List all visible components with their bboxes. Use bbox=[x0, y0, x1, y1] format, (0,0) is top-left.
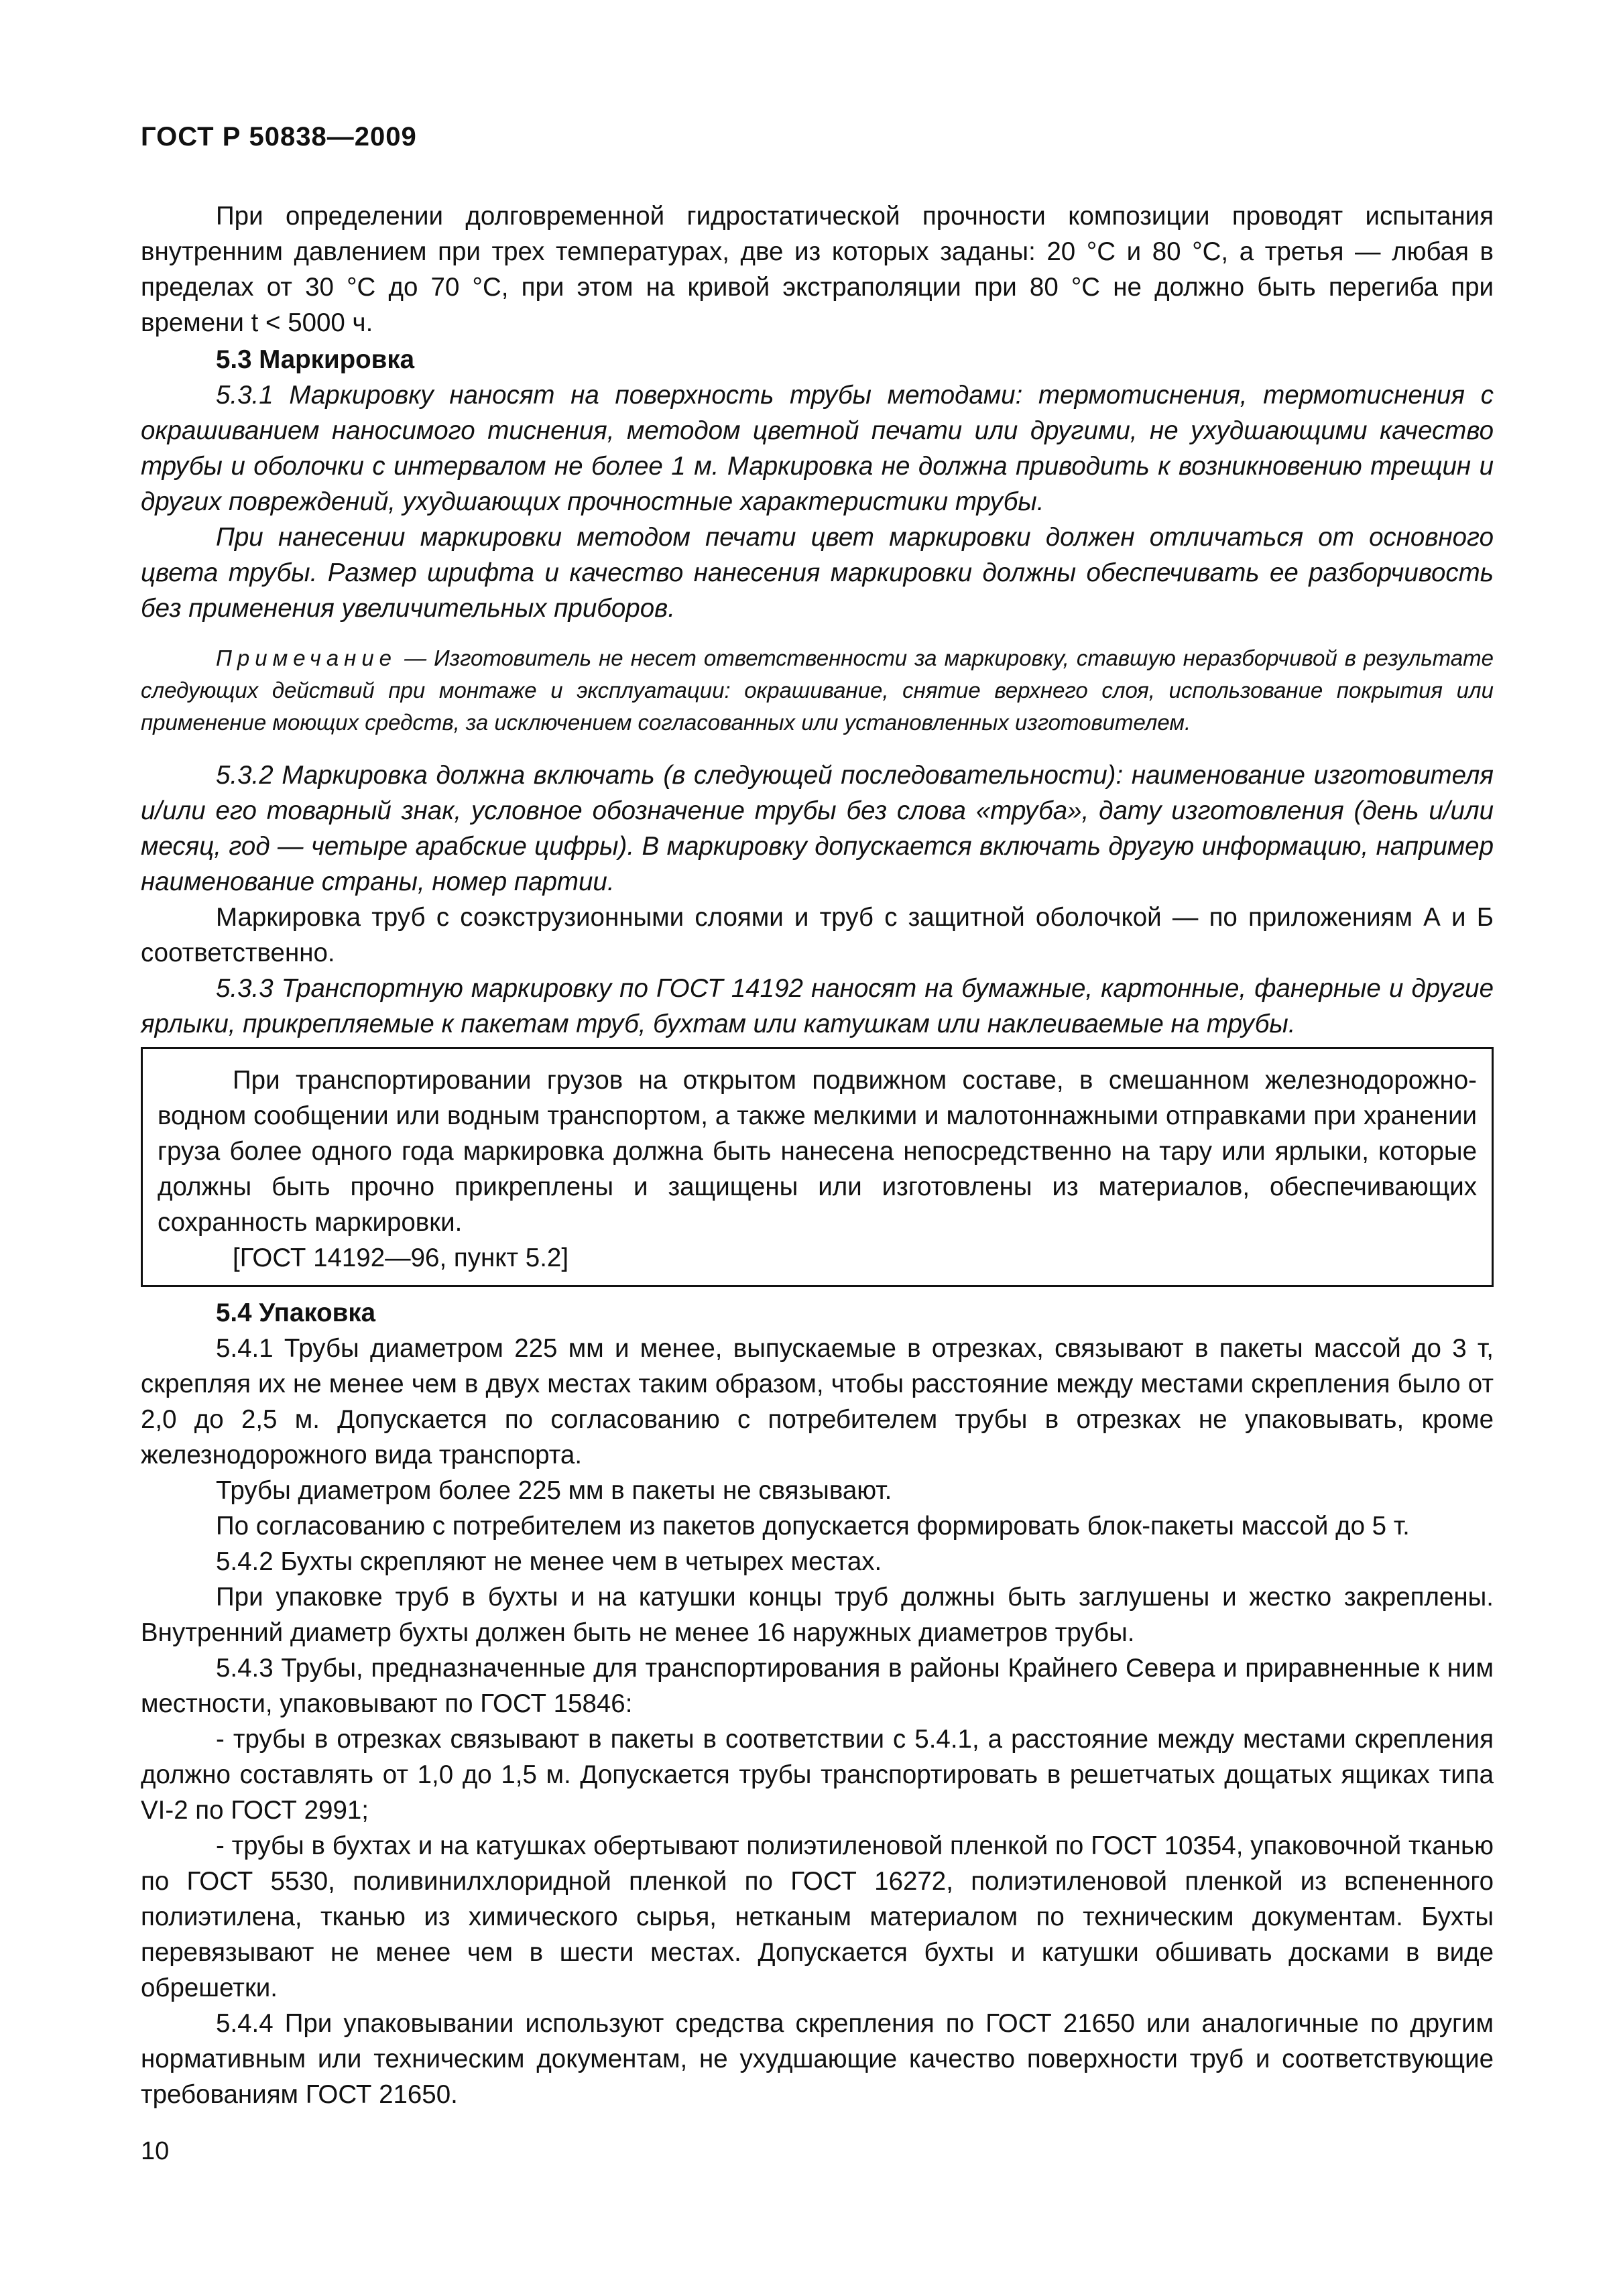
paragraph-5-4-2: 5.4.2 Бухты скрепляют не менее чем в четырех местах. bbox=[216, 1547, 882, 1576]
quoted-standard-text: При транспортировании грузов на открытом подвижном составе, в смешанном железнодорожно-водном сообщении или водным транспортом, а также мелкими и малотоннажными отправками при хранении груза более одного года маркировка должна быть нанесена непосредственно на тару или ярлыки, которые должны быть прочно прикреплены и защищены или изготовлены из материалов, обеспечивающих сохранность маркировки. bbox=[158, 1066, 1477, 1237]
note-label: Примечание bbox=[216, 646, 398, 670]
intro-paragraph: При определении долговременной гидростатической прочности композиции проводят испытания внутренним давлением при трех температурах, две из которых заданы: 20 °С и 80 °С, а третья — любая в пределах от 30 °С до 70 °С, при этом на кривой экстраполяции при 80 °С не должно быть перегиба при времени t < 5000 ч. bbox=[141, 202, 1494, 337]
paragraph-5-4-1-large: Трубы диаметром более 225 мм в пакеты не связывают. bbox=[216, 1476, 892, 1505]
paragraph-5-3-1: 5.3.1 Маркировку наносят на поверхность трубы методами: термотиснения, термотиснения с окрашиванием наносимого тиснения, методом цветной печати или другими, не ухудшающими качество трубы и оболочки с интервалом не более 1 м. Маркировка не должна приводить к возникновению трещин и других повреждений, ухудшающих прочностные характеристики трубы. bbox=[141, 381, 1494, 516]
note-text: — Изготовитель не несет ответственности за маркировку, ставшую неразборчивой в результате следующих действий при монтаже и эксплуатации: окрашивание, снятие верхнего слоя, использование покрытия или применение моющих средств, за исключением согласованных или установленных изготовителем. bbox=[141, 646, 1494, 735]
note-paragraph bbox=[141, 642, 1494, 739]
paragraph-5-3-2: 5.3.2 Маркировка должна включать (в следующей последовательности): наименование изготовителя и/или его товарный знак, условное обозначение трубы без слова «труба», дату изготовления (день и/или месяц, год — четыре арабские цифры). В маркировку допускается включать другую информацию, например наименование страны, номер партии. bbox=[141, 761, 1494, 896]
paragraph-5-4-2-coils: При упаковке труб в бухты и на катушки концы труб должны быть заглушены и жестко закреплены. Внутренний диаметр бухты должен быть не менее 16 наружных диаметров трубы. bbox=[141, 1583, 1494, 1647]
paragraph-5-4-3-cut: - трубы в отрезках связывают в пакеты в соответствии с 5.4.1, а расстояние между местами скрепления должно составлять от 1,0 до 1,5 м. Допускается трубы транспортировать в решетчатых дощатых ящиках типа VI-2 по ГОСТ 2991; bbox=[141, 1725, 1494, 1825]
paragraph-5-4-1: 5.4.1 Трубы диаметром 225 мм и менее, выпускаемые в отрезках, связывают в пакеты массой до 3 т, скрепляя их не менее чем в двух местах таким образом, чтобы расстояние между местами скрепления было от 2,0 до 2,5 м. Допускается по согласованию с потребителем трубы в отрезках не упаковывать, кроме железнодорожного вида транспорта. bbox=[141, 1334, 1494, 1469]
quoted-standard-reference: [ГОСТ 14192—96, пункт 5.2] bbox=[233, 1244, 569, 1272]
paragraph-5-4-4: 5.4.4 При упаковывании используют средства скрепления по ГОСТ 21650 или аналогичные по другим нормативным или техническим документам, не ухудшающие качество поверхности труб и соответствующие требованиям ГОСТ 21650. bbox=[141, 2009, 1494, 2109]
quoted-standard-box bbox=[141, 1047, 1494, 1287]
paragraph-5-3-3: 5.3.3 Транспортную маркировку по ГОСТ 14192 наносят на бумажные, картонные, фанерные и другие ярлыки, прикрепляемые к пакетам труб, бухтам или катушкам или наклеиваемые на трубы. bbox=[141, 974, 1494, 1038]
document-body bbox=[141, 198, 1494, 2112]
paragraph-5-3-1-print: При нанесении маркировки методом печати цвет маркировки должен отличаться от основного цвета трубы. Размер шрифта и качество нанесения маркировки должны обеспечивать ее разборчивость без применения увеличительных приборов. bbox=[141, 523, 1494, 623]
document-header-title: ГОСТ Р 50838—2009 bbox=[141, 122, 417, 152]
paragraph-5-4-3: 5.4.3 Трубы, предназначенные для транспортирования в районы Крайнего Севера и приравненные к ним местности, упаковывают по ГОСТ 15846: bbox=[141, 1654, 1494, 1718]
paragraph-5-4-1-block: По согласованию с потребителем из пакетов допускается формировать блок-пакеты массой до 5 т. bbox=[216, 1512, 1410, 1540]
section-heading-marking: 5.3 Маркировка bbox=[216, 345, 415, 374]
page-number: 10 bbox=[141, 2137, 170, 2165]
paragraph-5-3-2-coex: Маркировка труб с соэкструзионными слоями и труб с защитной оболочкой — по приложениям А и Б соответственно. bbox=[141, 903, 1494, 967]
paragraph-5-4-3-coils: - трубы в бухтах и на катушках обертывают полиэтиленовой пленкой по ГОСТ 10354, упаковочной тканью по ГОСТ 5530, поливинилхлоридной пленкой по ГОСТ 16272, полиэтиленовой пленкой из вспененного полиэтилена, тканью из химического сырья, нетканым материалом по техническим документам. Бухты перевязывают не менее чем в шести местах. Допускается бухты и катушки обшивать досками в виде обрешетки. bbox=[141, 1831, 1494, 2002]
section-heading-packaging: 5.4 Упаковка bbox=[216, 1298, 375, 1327]
